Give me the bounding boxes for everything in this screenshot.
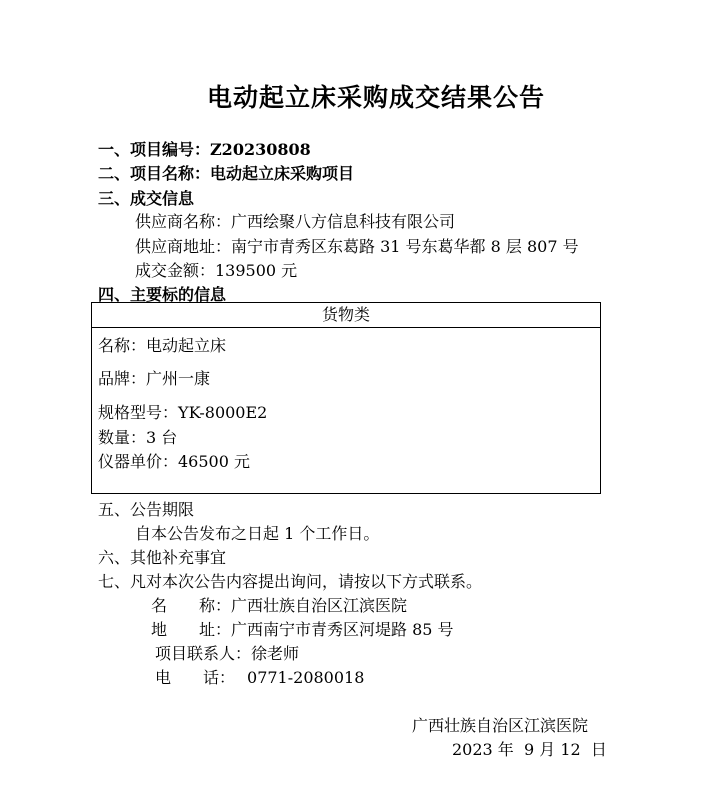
announcement-period-body: 自本公告发布之日起 1 个工作日。 [135,524,380,543]
goods-unit-price: 仪器单价：46500 元 [98,452,250,471]
other-matters-heading: 六、其他补充事宜 [98,548,227,567]
contact-name-value: 广西壮族自治区江滨医院 [231,596,408,615]
contact-address-label: 地 址： [151,620,232,639]
main-subject-heading: 四、主要标的信息 [98,285,227,304]
contact-name [151,593,407,616]
contact-phone [155,665,364,688]
contact-heading: 七、凡对本次公告内容提出询问，请按以下方式联系。 [98,572,483,591]
deal-info-heading: 三、成交信息 [98,189,195,208]
announcement-period-heading: 五、公告期限 [98,500,195,519]
goods-model: 规格型号：YK-8000E2 [98,403,268,422]
signature-org: 广西壮族自治区江滨医院 [412,716,589,735]
supplier-name: 供应商名称：广西绘聚八方信息科技有限公司 [135,212,456,231]
supplier-address: 供应商地址：南宁市青秀区东葛路 31 号东葛华都 8 层 807 号 [135,237,579,256]
contact-person [155,641,299,664]
contact-phone-value: 0771-2080018 [247,668,365,687]
project-name: 二、项目名称：电动起立床采购项目 [98,164,355,183]
goods-name: 名称：电动起立床 [98,336,227,355]
contact-person-value: 徐老师 [251,644,300,663]
contact-address [151,617,454,640]
project-number: 一、项目编号：Z20230808 [98,140,311,159]
contact-person-label: 项目联系人： [155,644,252,663]
page-title: 电动起立床采购成交结果公告 [206,83,545,112]
goods-table-header: 货物类 [92,303,600,328]
contact-name-label: 名 称： [151,596,232,615]
goods-table [91,302,601,494]
contact-phone-label: 电 话： [155,668,236,687]
signature-date: 2023 年 9 月 12 日 [452,740,607,759]
deal-amount: 成交金额：139500 元 [135,261,298,280]
contact-address-value: 广西南宁市青秀区河堤路 85 号 [231,620,454,639]
goods-brand: 品牌：广州一康 [98,369,211,388]
goods-quantity: 数量：3 台 [98,428,178,447]
